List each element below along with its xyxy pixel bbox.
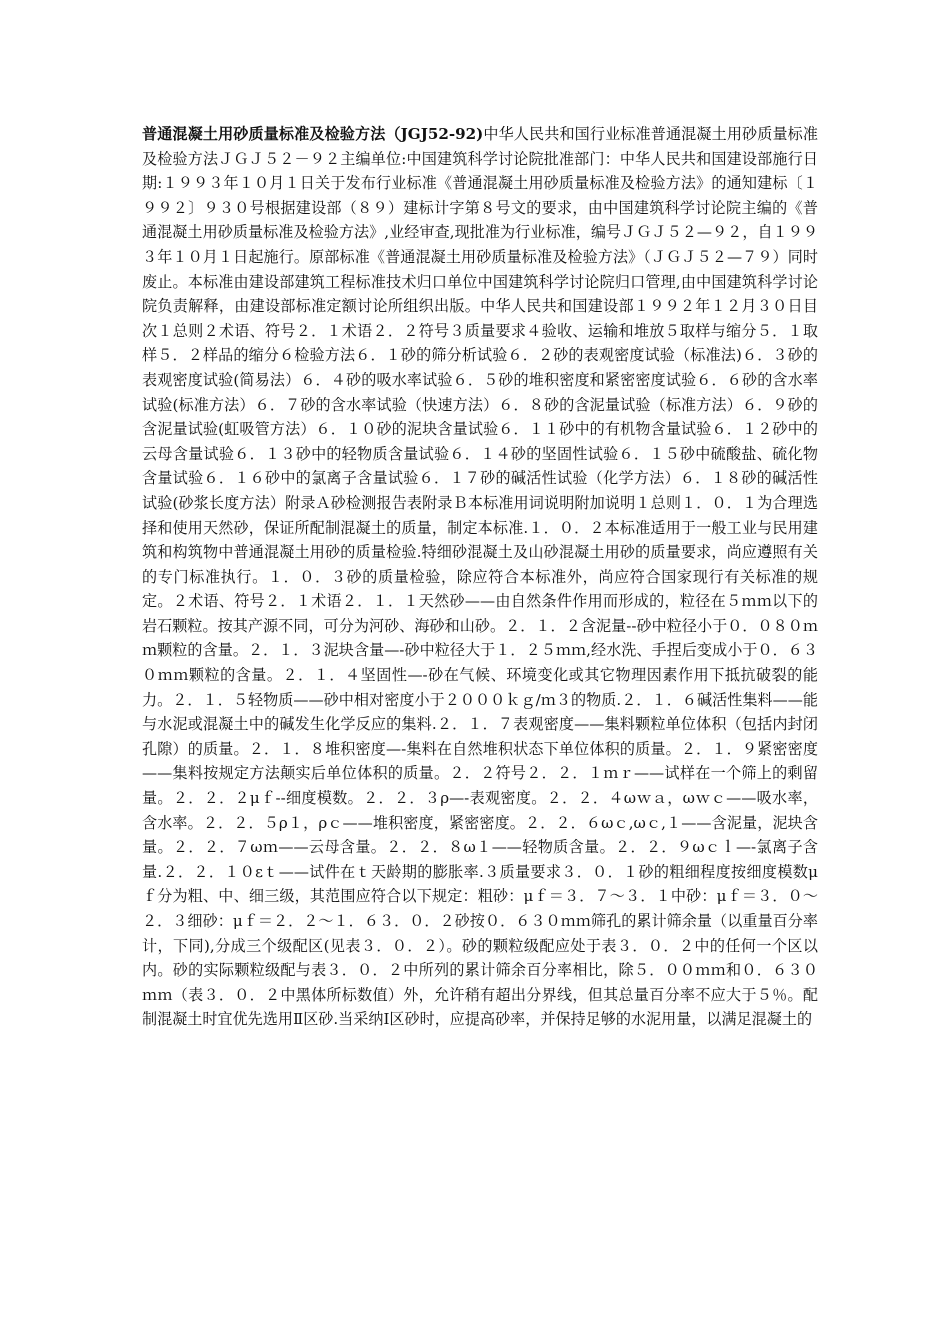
document-title: 普通混凝土用砂质量标准及检验方法（JGJ52-92) [142,125,484,143]
document-body-text: 中华人民共和国行业标准普通混凝土用砂质量标准及检验方法ＪＧＪ５２－９２主编单位:中国建筑科学讨论院批准部门：中华人民共和国建设部施行日期:１９９３年１０月１日关于发布行业标准《普通混凝土用砂质量标准及检验方法》的通知建标〔１９９２〕９３０号根据建设部（８９）建标计字第８号文的要求，由中国建筑科学讨论院主编的《普通混凝土用砂质量标准及检验方法》,业经审查,现批准为行业标准，编号ＪＧＪ５２—９２，自１９９３年１０月１日起施行。原部标准《普通混凝土用砂质量标准及检验方法》（ＪＧＪ５２—７９）同时废止。本标准由建设部建筑工程标准技术归口单位中国建筑科学讨论院归口管理,由中国建筑科学讨论院负责解释，由建设部标准定额讨论所组织出版。中华人民共和国建设部１９９２年１２月３０日目次１总则２术语、符号２．１术语２．２符号３质量要求４验收、运输和堆放５取样与缩分５．１取样５．２样品的缩分６检验方法６．１砂的筛分析试验６．２砂的表观密度试验（标准法)６．３砂的表观密度试验(简易法）６．４砂的吸水率试验６．５砂的堆积密度和紧密密度试验６．６砂的含水率试验(标准方法）６．７砂的含水率试验（快速方法）６．８砂的含泥量试验（标准方法）６．９砂的含泥量试验(虹吸管方法）６．１０砂的泥块含量试验６．１１砂中的有机物含量试验６．１２砂中的云母含量试验６．１３砂中的轻物质含量试验６．１４砂的坚固性试验６．１５砂中硫酸盐、硫化物含量试验６．１６砂中的氯离子含量试验６．１７砂的碱活性试验（化学方法）６．１８砂的碱活性试验(砂浆长度方法）附录Ａ砂检测报告表附录Ｂ本标准用词说明附加说明１总则１．０．１为合理选择和使用天然砂，保证所配制混凝土的质量，制定本标准.１．０．２本标准适用于一般工业与民用建筑和构筑物中普通混凝土用砂的质量检验.特细砂混凝土及山砂混凝土用砂的质量要求，尚应遵照有关的专门标准执行。１．０．３砂的质量检验，除应符合本标准外，尚应符合国家现行有关标准的规定。２术语、符号２．１术语２．１．１天然砂——由自然条件作用而形成的，粒径在５ｍｍ以下的岩石颗粒。按其产源不同，可分为河砂、海砂和山砂。２．１．２含泥量--砂中粒径小于０．０８０ｍｍ颗粒的含量。２．１．３泥块含量—-砂中粒径大于１．２５ｍｍ,经水洗、手捏后变成小于０．６３０ｍｍ颗粒的含量。２．１．４坚固性—-砂在气候、环境变化或其它物理因素作用下抵抗破裂的能力。２．１．５轻物质——砂中相对密度小于２０００ｋｇ/ｍ３的物质.２．１．６碱活性集料——能与水泥或混凝土中的碱发生化学反应的集料.２．１．７表观密度——集料颗粒单位体积（包括内封闭孔隙）的质量。２．１．８堆积密度—-集料在自然堆积状态下单位体积的质量。２．１．９紧密密度——集料按规定方法颠实后单位体积的质量。２．２符号２．２．１ｍｒ——试样在一个筛上的剩留量。２．２．２μｆ--细度模数。２．２．３ρ—-表观密度。２．２．４ωｗａ，ωｗｃ——吸水率，含水率。２．２．５ρ１，ρｃ——堆积密度，紧密密度。２．２．６ωｃ,ωｃ,１——含泥量，泥块含量。２．２．７ωｍ——云母含量。２．２．８ω１——轻物质含量。２．２．９ωｃｌ—-氯离子含量.２．２．１０εｔ——试件在ｔ天龄期的膨胀率.３质量要求３．０．１砂的粗细程度按细度模数μｆ分为粗、中、细三级，其范围应符合以下规定：粗砂：μｆ＝３．７～３．１中砂：μｆ＝３．０～２．３细砂：μｆ＝２．２～１．６３．０．２砂按０．６３０ｍｍ筛孔的累计筛余量（以重量百分率计，下同),分成三个级配区(见表３．０．２）。砂的颗粒级配应处于表３．０．２中的任何一个区以内。砂的实际颗粒级配与表３．０．２中所列的累计筛余百分率相比，除５．００ｍｍ和０．６３０ｍｍ（表３．０．２中黑体所标数值）外，允许稍有超出分界线，但其总量百分率不应大于５％。配制混凝土时宜优先选用Ⅱ区砂.当采纳Ⅰ区砂时，应提高砂率，并保持足够的水泥用量，以满足混凝土的 [142,125,818,1029]
document-paragraph [142,122,818,1032]
document-page [142,122,818,1222]
